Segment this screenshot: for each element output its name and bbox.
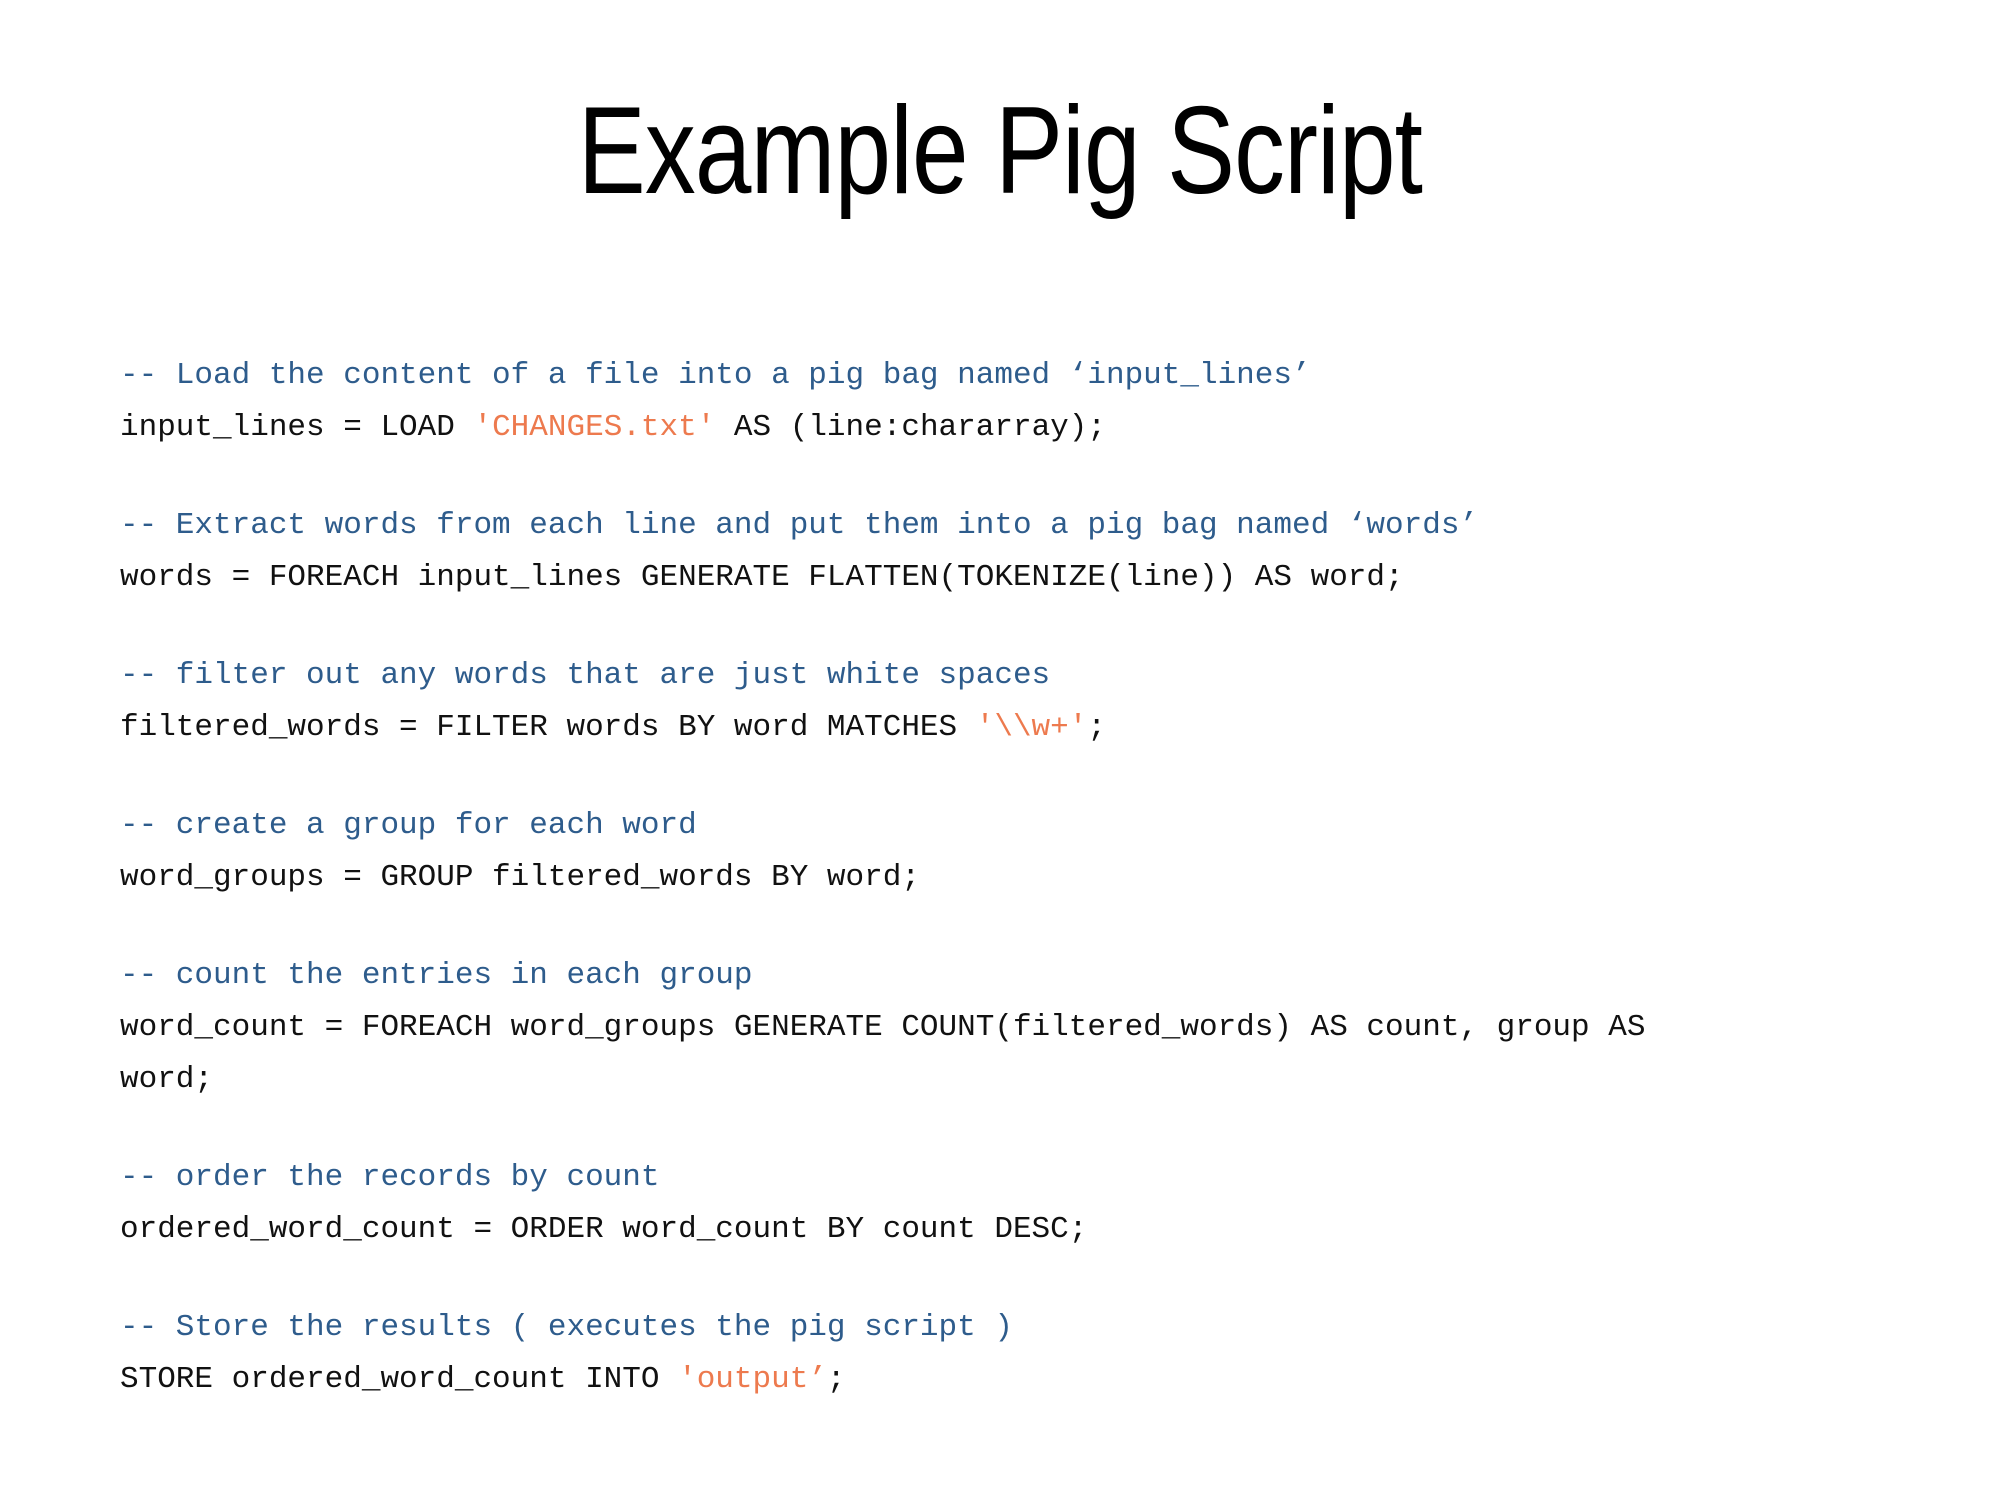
- slide-title: Example Pig Script: [577, 82, 1423, 220]
- code-block-6: [120, 1152, 1720, 1256]
- code-block-2: [120, 500, 1720, 604]
- code-line: [120, 1204, 1720, 1256]
- code-text: STORE ordered_word_count INTO: [120, 1362, 679, 1398]
- code-text: words = FOREACH input_lines GENERATE FLATTEN(TOKENIZE(line)) AS word;: [120, 560, 1404, 596]
- comment-line: -- order the records by count: [120, 1160, 660, 1196]
- code-text: ;: [826, 1362, 846, 1398]
- pig-script-code: [120, 350, 1720, 1406]
- code-block-5: [120, 950, 1720, 1106]
- code-text: input_lines = LOAD: [120, 410, 474, 446]
- code-block-7: [120, 1302, 1720, 1406]
- code-text: ;: [1087, 710, 1106, 746]
- code-line: [120, 702, 1720, 754]
- comment-line: -- count the entries in each group: [120, 958, 753, 994]
- comment-line: -- Extract words from each line and put them into a pig bag named ‘words’: [120, 508, 1479, 544]
- code-line: [120, 852, 1720, 904]
- code-text: ordered_word_count = ORDER word_count BY count DESC;: [120, 1212, 1088, 1248]
- code-block-1: [120, 350, 1720, 454]
- string-literal: 'CHANGES.txt': [473, 410, 716, 446]
- code-block-3: [120, 650, 1720, 754]
- string-literal: '\\w+': [975, 710, 1088, 746]
- comment-line: -- filter out any words that are just white spaces: [120, 658, 1051, 694]
- slide: [0, 78, 2000, 1500]
- code-text: word_groups = GROUP filtered_words BY word;: [120, 860, 920, 896]
- code-block-4: [120, 800, 1720, 904]
- comment-line: -- create a group for each word: [120, 808, 697, 844]
- code-line: [120, 552, 1720, 604]
- comment-line: -- Load the content of a file into a pig bag named ‘input_lines’: [120, 358, 1311, 394]
- string-literal: 'output’: [678, 1362, 827, 1398]
- code-text: word_count = FOREACH word_groups GENERATE COUNT(filtered_words) AS count, group AS word;: [120, 1010, 1665, 1098]
- code-line: [120, 402, 1720, 454]
- code-line: [120, 1002, 1720, 1106]
- code-text: filtered_words = FILTER words BY word MATCHES: [120, 710, 976, 746]
- comment-line: -- Store the results ( executes the pig script ): [120, 1310, 1013, 1346]
- code-text: AS (line:chararray);: [715, 410, 1106, 446]
- code-line: [120, 1354, 1720, 1406]
